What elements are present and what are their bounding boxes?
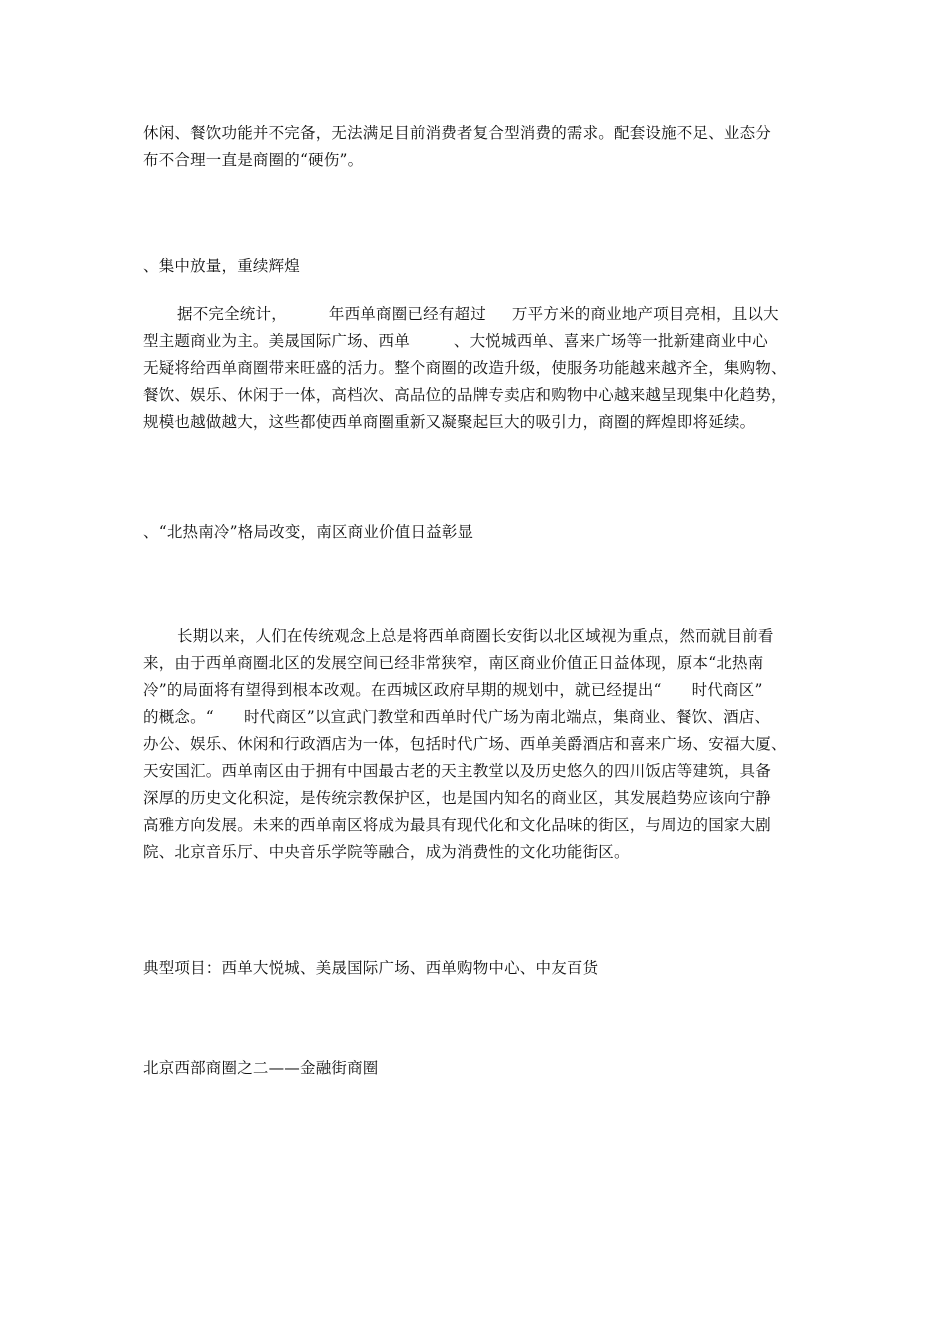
heading-text: 、“北热南冷”格局改变，南区商业价值日益彰显 <box>143 523 474 541</box>
paragraph-statistics <box>143 301 811 436</box>
text-line: 高雅方向发展。未来的西单南区将成为最具有现代化和文化品味的街区，与周边的国家大剧 <box>143 816 772 834</box>
heading-text: 北京西部商圈之二——金融街商圈 <box>143 1059 379 1077</box>
text-line: 来，由于西单商圈北区的发展空间已经非常狭窄，南区商业价值正日益体现，原本“北热南 <box>143 654 764 672</box>
section-heading-concentration <box>143 253 811 280</box>
section-heading-north-south <box>143 519 811 546</box>
text-line: 布不合理一直是商圈的“硬伤”。 <box>143 151 364 169</box>
text-line: 深厚的历史文化积淀，是传统宗教保护区，也是国内知名的商业区，其发展趋势应该向宁静 <box>143 789 772 807</box>
text-line: 典型项目：西单大悦城、美晟国际广场、西单购物中心、中友百货 <box>143 959 599 977</box>
text-fragment: 时代商区”以宣武门教堂和西单时代广场为南北端点，集商业、餐饮、酒店、 <box>243 708 771 726</box>
section-title-financial-street <box>143 1055 811 1082</box>
text-line <box>143 328 811 355</box>
text-line: 规模也越做越大，这些都使西单商圈重新又凝聚起巨大的吸引力，商圈的辉煌即将延续。 <box>143 413 756 431</box>
text-fragment: 型主题商业为主。美晟国际广场、西单 <box>143 332 410 350</box>
text-fragment: 时代商区” <box>691 681 763 699</box>
text-line: 天安国汇。西单南区由于拥有中国最古老的天主教堂以及历史悠久的四川饭店等建筑，具备 <box>143 762 772 780</box>
text-line: 休闲、餐饮功能并不完备，无法满足目前消费者复合型消费的需求。配套设施不足、业态分 <box>143 124 772 142</box>
text-line <box>143 301 811 328</box>
paragraph-intro <box>143 120 811 174</box>
text-fragment: 万平方米的商业地产项目亮相，且以大 <box>511 305 779 323</box>
text-fragment: 冷”的局面将有望得到根本改观。在西城区政府早期的规划中，就已经提出“ <box>143 681 662 699</box>
text-line: 长期以来，人们在传统观念上总是将西单商圈长安街以北区域视为重点，然而就目前看 <box>177 627 774 645</box>
text-line <box>143 704 811 731</box>
text-line: 院、北京音乐厅、中央音乐学院等融合，成为消费性的文化功能街区。 <box>143 843 630 861</box>
text-fragment: 据不完全统计， <box>177 305 287 323</box>
typical-projects <box>143 955 811 982</box>
text-fragment: 的概念。“ <box>143 708 214 726</box>
text-line: 办公、娱乐、休闲和行政酒店为一体，包括时代广场、西单美爵酒店和喜来广场、安福大厦、 <box>143 735 787 753</box>
text-line: 餐饮、娱乐、休闲于一体，高档次、高品位的品牌专卖店和购物中心越来越呈现集中化趋势， <box>143 386 787 404</box>
paragraph-south-district <box>143 623 811 866</box>
heading-text: 、集中放量，重续辉煌 <box>143 257 301 275</box>
text-fragment: 年西单商圈已经有超过 <box>328 305 486 323</box>
text-line <box>143 677 811 704</box>
text-fragment: 、大悦城西单、喜来广场等一批新建商业中心 <box>453 332 768 350</box>
text-line: 无疑将给西单商圈带来旺盛的活力。整个商圈的改造升级，使服务功能越来越齐全，集购物、 <box>143 359 787 377</box>
